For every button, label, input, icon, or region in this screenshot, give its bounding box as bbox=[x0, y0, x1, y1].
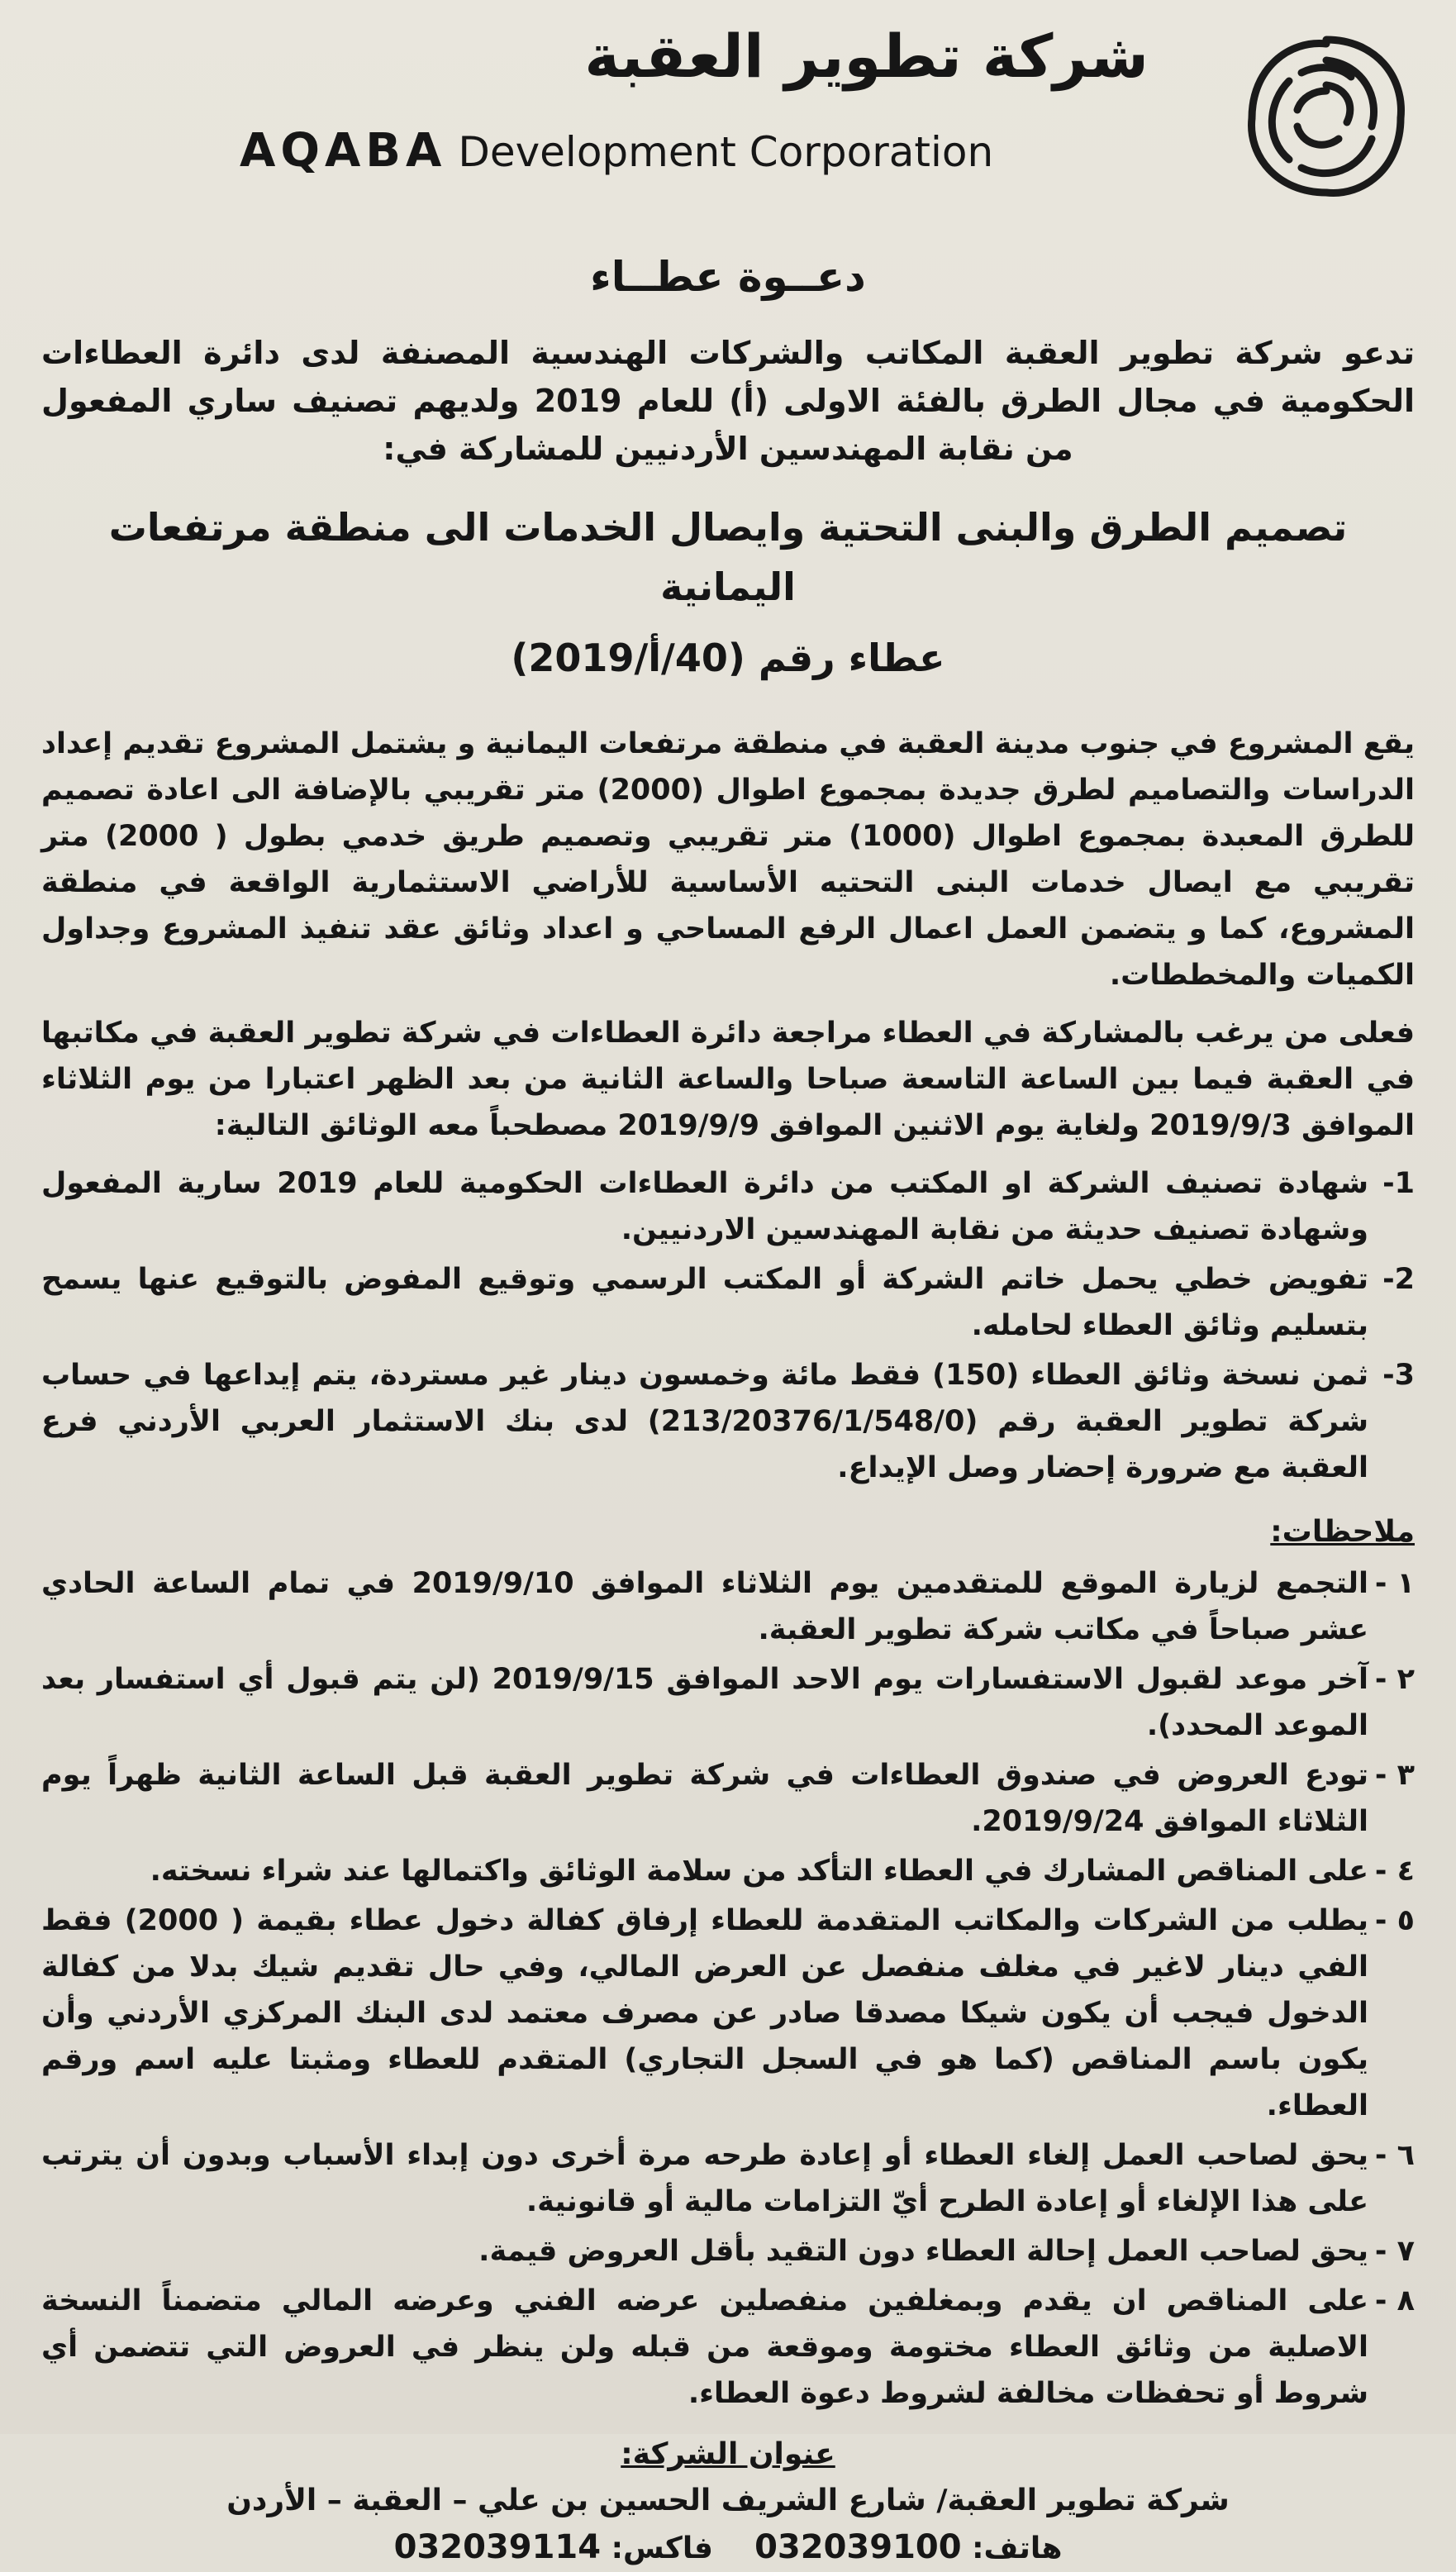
list-item bbox=[41, 2132, 1415, 2225]
list-item bbox=[41, 1560, 1415, 1653]
item-number: 2- bbox=[1382, 1263, 1415, 1296]
item-number: ٢ - bbox=[1374, 1663, 1415, 1696]
item-number: ٤ - bbox=[1374, 1855, 1415, 1888]
company-address: شركة تطوير العقبة/ شارع الشريف الحسين بن علي – العقبة – الأردن bbox=[226, 2484, 1230, 2517]
item-text: تفويض خطي يحمل خاتم الشركة أو المكتب الرسمي وتوقيع المفوض بالتوقيع عنها يسمح بتسليم وثائق العطاء لحامله. bbox=[41, 1263, 1368, 1342]
company-address-block bbox=[41, 2431, 1415, 2572]
item-text: يحق لصاحب العمل إحالة العطاء دون التقيد بأقل العروض قيمة. bbox=[478, 2235, 1368, 2268]
item-number: 1- bbox=[1382, 1167, 1415, 1200]
company-name-arabic: شركة تطوير العقبة bbox=[584, 21, 1149, 91]
notes-list bbox=[41, 1560, 1415, 2417]
contact-numbers bbox=[41, 2524, 1415, 2572]
item-text: يحق لصاحب العمل إلغاء العطاء أو إعادة طرحه مرة أخرى دون إبداء الأسباب وبدون أن يترتب على هذا الإلغاء أو إعادة الطرح أيّ التزامات مالية أو قانونية. bbox=[41, 2139, 1368, 2218]
item-text: على المناقص المشارك في العطاء التأكد من سلامة الوثائق واكتمالها عند شراء نسخته. bbox=[150, 1855, 1368, 1888]
item-text: التجمع لزيارة الموقع للمتقدمين يوم الثلاثاء الموافق 2019/9/10 في تمام الساعة الحادي عشر صباحاً في مكاتب شركة تطوير العقبة. bbox=[41, 1567, 1369, 1646]
list-item bbox=[41, 1352, 1415, 1491]
item-number: ٣ - bbox=[1374, 1759, 1415, 1792]
company-name-english bbox=[240, 118, 994, 184]
item-number: 3- bbox=[1382, 1359, 1415, 1392]
item-number: ٦ - bbox=[1374, 2139, 1415, 2172]
fax-number: 032039114 bbox=[393, 2528, 602, 2566]
item-text: يطلب من الشركات والمكاتب المتقدمة للعطاء إرفاق كفالة دخول عطاء بقيمة ( 2000) فقط الفي دينار لاغير في مغلف منفصل عن العرض المالي، وفي حال تقديم شيك بدلا من كفالة الدخول فيجب أن يكون شيكا مصدقا صادر عن مصرف معتمد لدى البنك المركزي الأردني وأن يكون باسم المناقص (كما هو في السجل التجاري) المتقدم للعطاء ومثبتا عليه اسم ورقم العطاء. bbox=[41, 1904, 1368, 2122]
item-text: شهادة تصنيف الشركة او المكتب من دائرة العطاءات الحكومية للعام 2019 سارية المفعول وشهادة تصنيف حديثة من نقابة المهندسين الاردنيين. bbox=[41, 1167, 1368, 1246]
fax-label: فاكس: bbox=[611, 2532, 713, 2565]
tender-announcement bbox=[41, 248, 1415, 2572]
company-name-rest: Development Corporation bbox=[458, 128, 994, 176]
required-documents-list bbox=[41, 1160, 1415, 1491]
item-number: ٨ - bbox=[1374, 2284, 1415, 2317]
list-item bbox=[41, 1898, 1415, 2129]
intro-paragraph: تدعو شركة تطوير العقبة المكاتب والشركات الهندسية المصنفة لدى دائرة العطاءات الحكومية في مجال الطرق بالفئة الاولى (أ) للعام 2019 ولديهم تصنيف ساري المفعول من نقابة المهندسين الأردنيين للمشاركة في: bbox=[41, 335, 1416, 467]
item-text: آخر موعد لقبول الاستفسارات يوم الاحد الموافق 2019/9/15 (لن يتم قبول أي استفسار بعد الموعد المحدد). bbox=[41, 1663, 1368, 1742]
address-heading: عنوان الشركة: bbox=[621, 2437, 835, 2471]
list-item bbox=[41, 1656, 1415, 1749]
tender-number: عطاء رقم (40/أ/2019) bbox=[511, 636, 945, 680]
company-logo-icon bbox=[1223, 15, 1430, 221]
list-item bbox=[41, 2278, 1415, 2417]
list-item bbox=[41, 1752, 1415, 1845]
company-brand: AQABA bbox=[240, 124, 447, 178]
company-header bbox=[223, 15, 1446, 205]
item-text: تودع العروض في صندوق العطاءات في شركة تطوير العقبة قبل الساعة الثانية ظهراً يوم الثلاثاء الموافق 2019/9/24. bbox=[41, 1759, 1368, 1838]
notes-heading: ملاحظات: bbox=[1270, 1515, 1415, 1549]
list-item bbox=[41, 1256, 1415, 1349]
participation-instructions: فعلى من يرغب بالمشاركة في العطاء مراجعة دائرة العطاءات في شركة تطوير العقبة في مكاتبها في العقبة فيما بين الساعة التاسعة صباحا والساعة الثانية من بعد الظهر اعتبارا من يوم الثلاثاء الموافق 2019/9/3 ولغاية يوم الاثنين الموافق 2019/9/9 مصطحباً معه الوثائق التالية: bbox=[41, 1017, 1415, 1142]
item-number: ١ - bbox=[1374, 1567, 1415, 1600]
item-text: ثمن نسخة وثائق العطاء (150) فقط مائة وخمسون دينار غير مستردة، يتم إيداعها في حساب شركة تطوير العقبة رقم (213/20376/1/548/0) لدى بنك الاستثمار العربي الأردني فرع العقبة مع ضرورة إحضار وصل الإيداع. bbox=[41, 1359, 1368, 1484]
phone-label: هاتف: bbox=[972, 2532, 1063, 2565]
item-text: على المناقص ان يقدم وبمغلفين منفصلين عرضه الفني وعرضه المالي متضمناً النسخة الاصلية من وثائق العطاء مختومة وموقعة من قبله ولن ينظر في العروض التي تتضمن أي شروط أو تحفظات مخالفة لشروط دعوة العطاء. bbox=[41, 2284, 1368, 2410]
phone-number: 032039100 bbox=[754, 2528, 962, 2566]
item-number: ٧ - bbox=[1374, 2235, 1415, 2268]
project-description: يقع المشروع في جنوب مدينة العقبة في منطقة مرتفعات اليمانية و يشتمل المشروع تقديم إعداد الدراسات والتصاميم لطرق جديدة بمجموع اطوال (2000) متر تقريبي بالإضافة الى اعادة تصميم للطرق المعبدة بمجموع اطوال (1000) متر تقريبي وتصميم طريق خدمي بطول ( 2000) متر تقريبي مع ايصال خدمات البنى التحتيه الأساسية للأراضي الاستثمارية الواقعة في منطقة المشروع، كما و يتضمن العمل اعمال الرفع المساحي و اعداد وثائق عقد تنفيذ المشروع وجداول الكميات والمخططات. bbox=[41, 727, 1415, 992]
list-item bbox=[41, 2228, 1415, 2274]
page-title: دعــوة عطــاء bbox=[590, 253, 866, 301]
project-title: تصميم الطرق والبنى التحتية وايصال الخدمات الى منطقة مرتفعات اليمانية bbox=[108, 505, 1348, 609]
list-item bbox=[41, 1160, 1415, 1253]
list-item bbox=[41, 1848, 1415, 1894]
item-number: ٥ - bbox=[1374, 1904, 1415, 1937]
